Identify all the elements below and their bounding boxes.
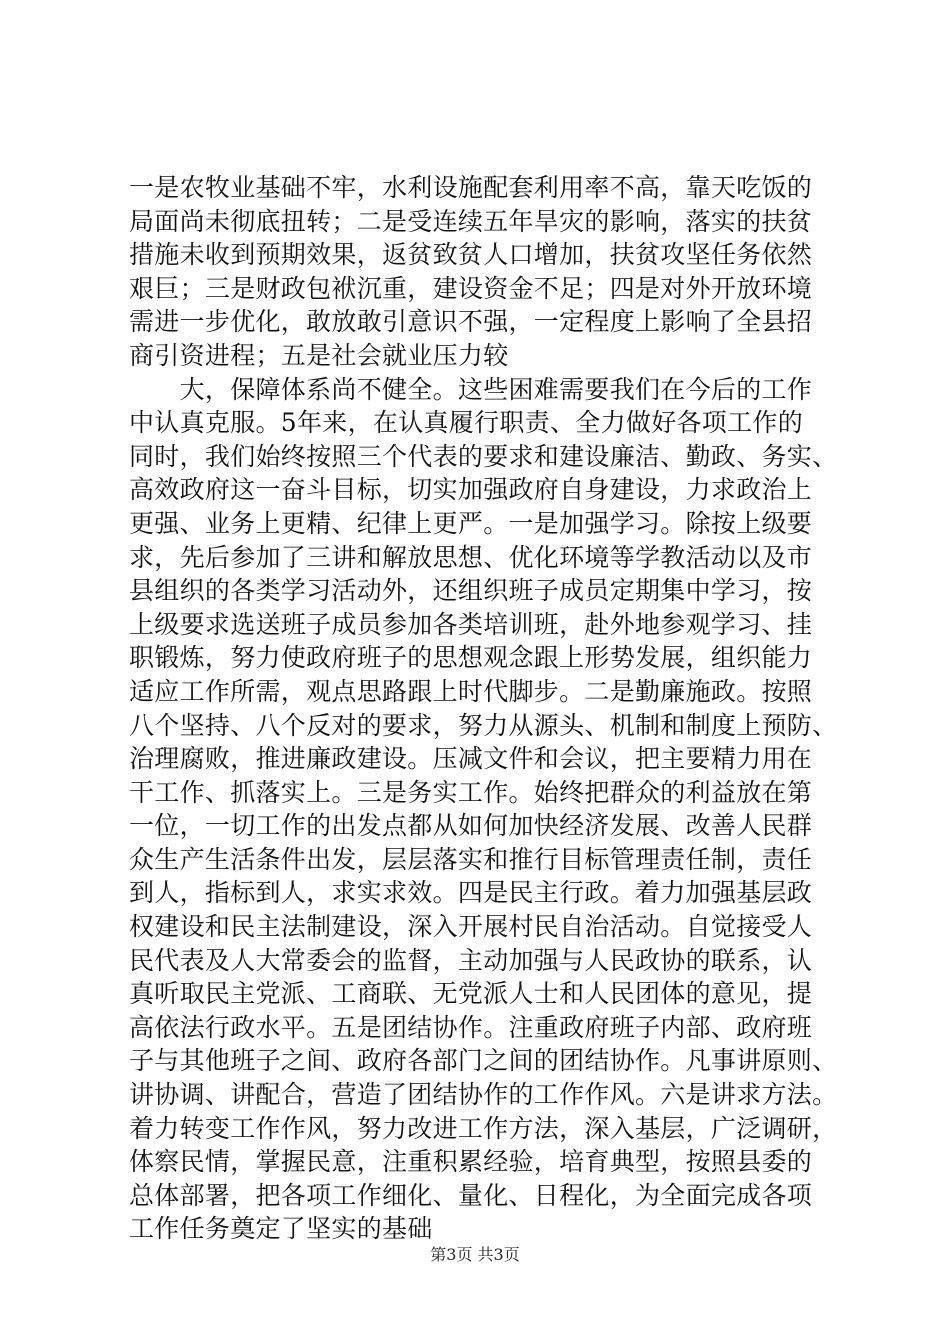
text-line: 民代表及人大常委会的监督，主动加强与人民政协的联系，认: [129, 945, 813, 975]
text-line: 总体部署，把各项工作细化、量化、日程化，为全面完成各项: [129, 1180, 813, 1210]
text-line: 子与其他班子之间、政府各部门之间的团结协作。凡事讲原则、: [129, 1046, 838, 1076]
text-line: 艰巨；三是财政包袱沉重，建设资金不足；四是对外开放环境: [129, 273, 813, 303]
text-line: 一是农牧业基础不牢，水利设施配套利用率不高，靠天吃饭的: [129, 173, 813, 202]
text-line: 适应工作所需，观点思路跟上时代脚步。二是勤廉施政。按照: [129, 676, 813, 706]
text-line: 同时，我们始终按照三个代表的要求和建设廉洁、勤政、务实、: [129, 441, 838, 471]
text-line: 治理腐败，推进廉政建设。压减文件和会议，把主要精力用在: [129, 744, 813, 774]
text-line: 措施未收到预期效果，返贫致贫人口增加，扶贫攻坚任务依然: [129, 240, 813, 270]
text-line: 真听取民主党派、工商联、无党派人士和人民团体的意见，提: [129, 979, 813, 1009]
text-line: 工作任务奠定了坚实的基础: [129, 1214, 433, 1244]
text-line: 中认真克服。5年来，在认真履行职责、全力做好各项工作的: [129, 408, 804, 438]
text-line: 更强、业务上更精、纪律上更严。一是加强学习。除按上级要: [129, 508, 813, 538]
text-line: 着力转变工作作风，努力改进工作方法，深入基层，广泛调研，: [129, 1113, 838, 1143]
text-line: 众生产生活条件出发，层层落实和推行目标管理责任制，责任: [129, 844, 813, 874]
text-line: 需进一步优化，敢放敢引意识不强，一定程度上影响了全县招: [129, 307, 813, 337]
text-line: 职锻炼，努力使政府班子的思想观念跟上形势发展，组织能力: [129, 643, 813, 673]
text-line: 大，保障体系尚不健全。这些困难需要我们在今后的工作: [129, 374, 813, 404]
text-line: 高依法行政水平。五是团结协作。注重政府班子内部、政府班: [129, 1012, 813, 1042]
text-line: 到人，指标到人，求实求效。四是民主行政。着力加强基层政: [129, 878, 813, 908]
text-line: 权建设和民主法制建设，深入开展村民自治活动。自觉接受人: [129, 912, 813, 942]
text-line: 局面尚未彻底扭转；二是受连续五年旱灾的影响，落实的扶贫: [129, 206, 813, 236]
text-line: 上级要求选送班子成员参加各类培训班，赴外地参观学习、挂: [129, 609, 813, 639]
page-number-footer: 第3页 共3页: [430, 1245, 520, 1264]
text-line: 县组织的各类学习活动外，还组织班子成员定期集中学习，按: [129, 576, 813, 606]
text-line: 八个坚持、八个反对的要求，努力从源头、机制和制度上预防、: [129, 710, 838, 740]
text-line: 一位，一切工作的出发点都从如何加快经济发展、改善人民群: [129, 811, 813, 841]
text-line: 讲协调、讲配合，营造了团结协作的工作作风。六是讲求方法。: [129, 1080, 838, 1110]
text-line: 求，先后参加了三讲和解放思想、优化环境等学教活动以及市: [129, 542, 813, 572]
text-line: 干工作、抓落实上。三是务实工作。始终把群众的利益放在第: [129, 777, 813, 807]
text-line: 体察民情，掌握民意，注重积累经验，培育典型，按照县委的: [129, 1147, 813, 1177]
body-text: [129, 171, 859, 1246]
text-line: 高效政府这一奋斗目标，切实加强政府自身建设，力求政治上: [129, 475, 813, 505]
text-line: 商引资进程；五是社会就业压力较: [129, 340, 509, 370]
